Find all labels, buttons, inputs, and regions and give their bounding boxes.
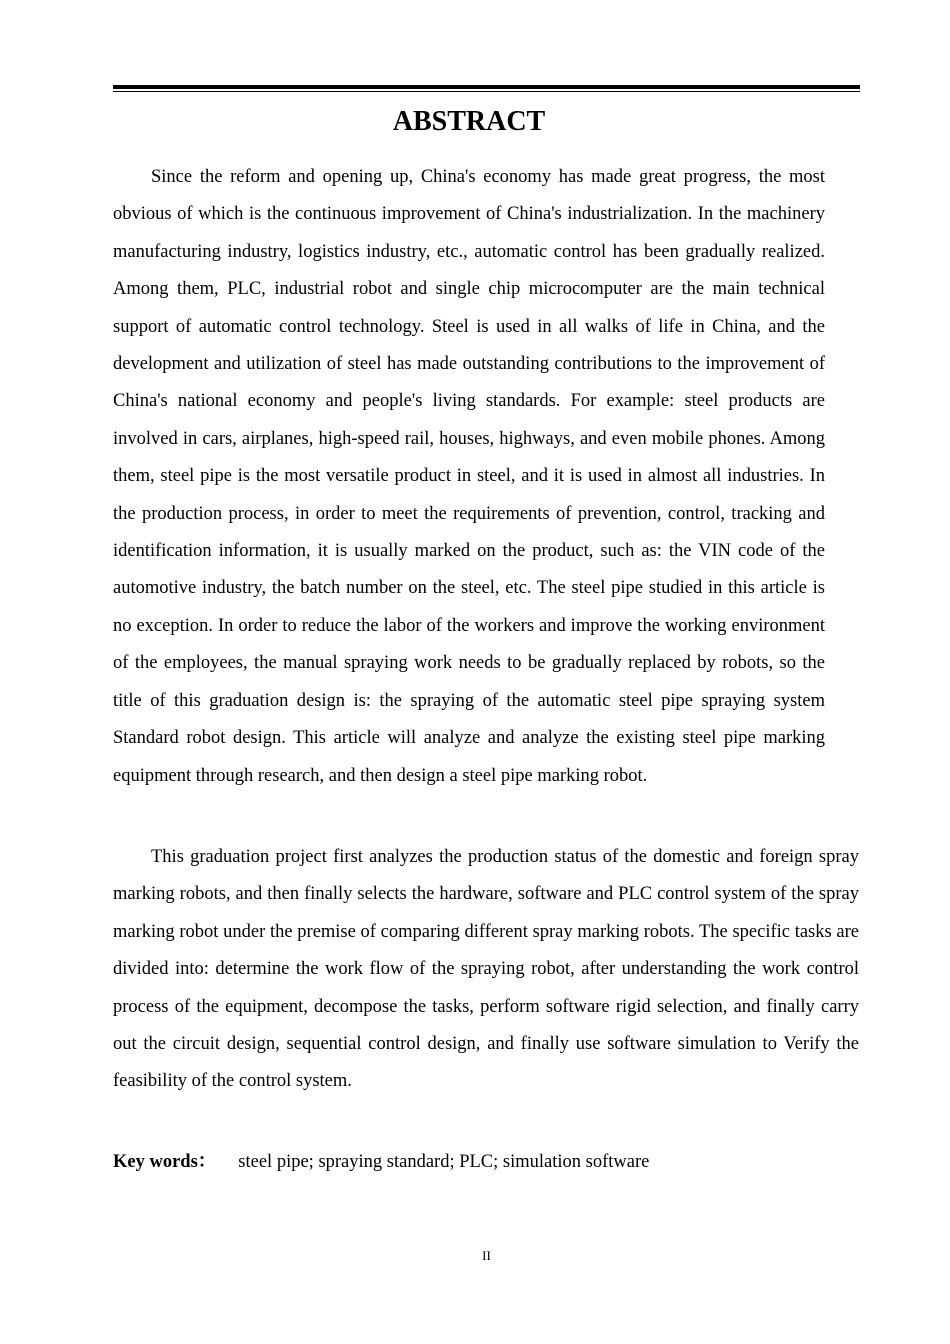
page-number: II [482,1248,491,1263]
keywords-text: steel pipe; spraying standard; PLC; simulation software [238,1152,650,1172]
keywords-label: Key words： [113,1152,217,1172]
header-rule-thin [113,91,860,92]
page-title: ABSTRACT [392,106,546,137]
keywords-line [113,1149,649,1175]
abstract-paragraph-1: Since the reform and opening up, China's economy has made great progress, the most obvious of which is the continuous improvement of China's industrialization. In the machinery manufacturing industry, logistics industry, etc., automatic control has been gradually realized. Among them, PLC, industrial robot and single chip microcomputer are the main technical support of automatic control technology. Steel is used in all walks of life in China, and the development and utilization of steel has made outstanding contributions to the improvement of China's national economy and people's living standards. For example: steel products are involved in cars, airplanes, high-speed rail, houses, highways, and even mobile phones. Among them, steel pipe is the most versatile product in steel, and it is used in almost all industries. In the production process, in order to meet the requirements of prevention, control, tracking and identification information, it is usually marked on the product, such as: the VIN code of the automotive industry, the batch number on the steel, etc. The steel pipe studied in this article is no exception. In order to reduce the labor of the workers and improve the working environment of the employees, the manual spraying work needs to be gradually replaced by robots, so the title of this graduation design is: the spraying of the automatic steel pipe spraying system Standard robot design. This article will analyze and analyze the existing steel pipe marking equipment through research, and then design a steel pipe marking robot. [113,167,825,786]
header-rule-thick [113,85,860,89]
abstract-paragraph-2: This graduation project first analyzes the production status of the domestic and foreign spray marking robots, and then finally selects the hardware, software and PLC control system of the spray marking robot under the premise of comparing different spray marking robots. The specific tasks are divided into: determine the work flow of the spraying robot, after understanding the work control process of the equipment, decompose the tasks, perform software rigid selection, and finally carry out the circuit design, sequential control design, and finally use software simulation to Verify the feasibility of the control system. [113,847,859,1092]
